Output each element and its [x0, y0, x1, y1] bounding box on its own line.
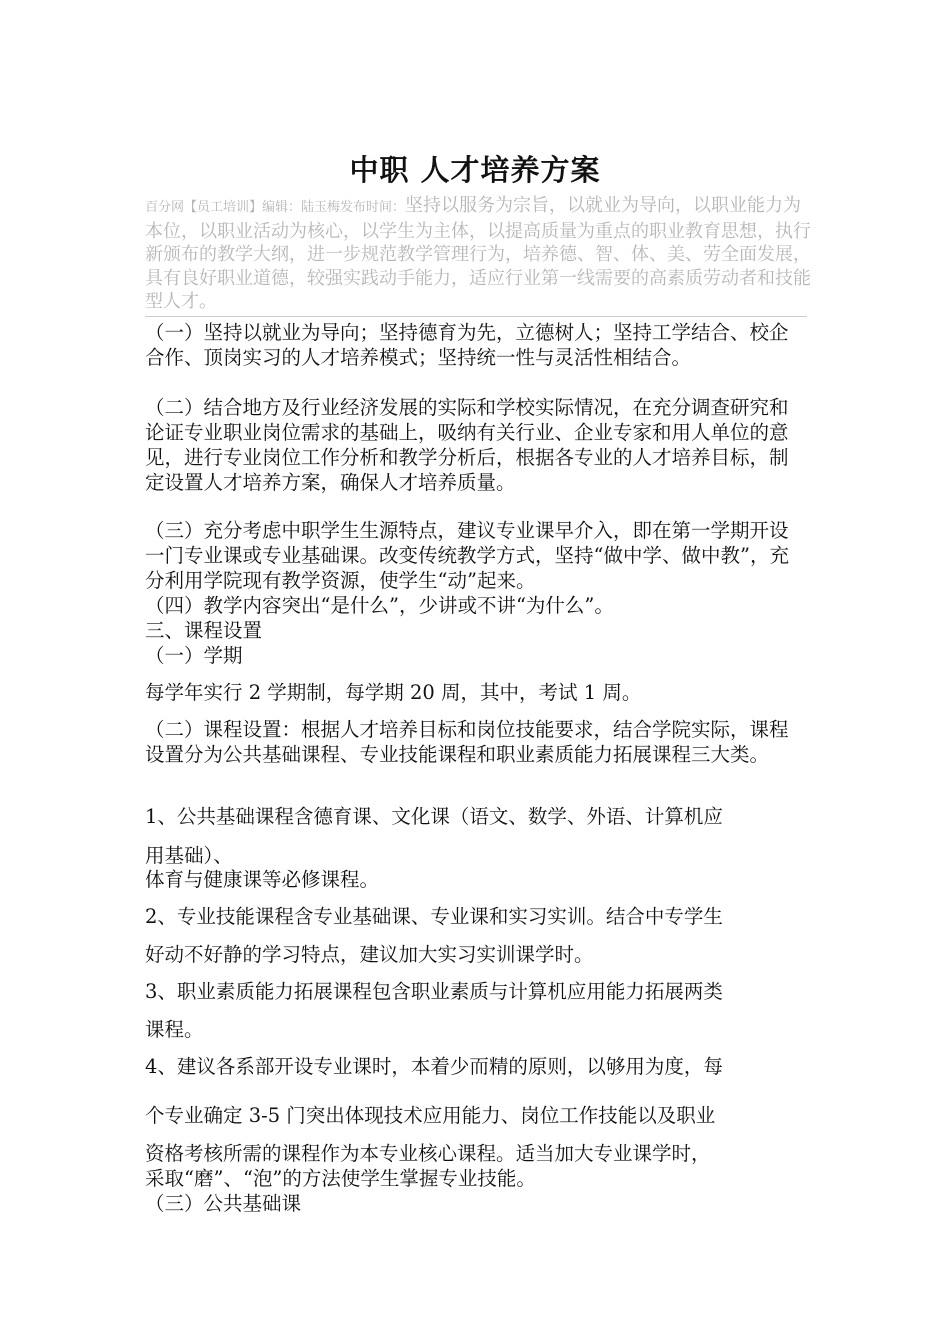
item-4-line-3: 资格考核所需的课程作为本专业核心课程。适当加大专业课学时，: [145, 1142, 711, 1165]
subheading-public-courses: （三）公共基础课: [145, 1192, 302, 1215]
item-1-line-2: 用基础）、: [145, 844, 233, 867]
divider: [145, 316, 807, 317]
meta-prefix: 百分网【员工培训】编辑：陆玉梅发布时间：: [145, 200, 406, 215]
item-4-line-4: 采取“磨”、“泡”的方法使学生掌握专业技能。: [145, 1167, 536, 1190]
subheading-course-setup: （二）课程设置：根据人才培养目标和岗位技能要求，结合学院实际，课程设置分为公共基础课程、专业技能课程和职业素质能力拓展课程三大类。: [145, 718, 789, 766]
item-1-line-3: 体育与健康课等必修课程。: [145, 868, 380, 891]
subheading-semester: （一）学期: [145, 644, 243, 667]
paragraph-1: （一）坚持以就业为导向；坚持德育为先，立德树人；坚持工学结合、校企合作、顶岗实习的人才培养模式；坚持统一性与灵活性相结合。: [145, 321, 789, 369]
paragraph-2: （二）结合地方及行业经济发展的实际和学校实际情况，在充分调查研究和论证专业职业岗位需求的基础上，吸纳有关行业、企业专家和用人单位的意见，进行专业岗位工作分析和教学分析后，根据各专业的人才培养目标，制定设置人才培养方案，确保人才培养质量。: [145, 396, 789, 494]
paragraph-3: （三）充分考虑中职学生生源特点，建议专业课早介入，即在第一学期开设一门专业课或专业基础课。改变传统教学方式，坚持“做中学、做中教”，充分利用学院现有教学资源，使学生“动”起来。: [145, 519, 789, 592]
item-3-line-2: 课程。: [145, 1018, 204, 1041]
item-2-line-2: 好动不好静的学习特点，建议加大实习实训课学时。: [145, 943, 594, 966]
section-heading: 三、课程设置: [145, 619, 263, 642]
item-4-line-1: 4、建议各系部开设专业课时，本着少而精的原则，以够用为度，每: [145, 1055, 723, 1078]
paragraph-4: （四）教学内容突出“是什么”，少讲或不讲“为什么”。: [145, 594, 614, 617]
item-1-line-1: 1、公共基础课程含德育课、文化课（语文、数学、外语、计算机应: [145, 805, 723, 828]
item-3-line-1: 3、职业素质能力拓展课程包含职业素质与计算机应用能力拓展两类: [145, 980, 723, 1003]
item-4-line-2: 个专业确定 3-5 门突出体现技术应用能力、岗位工作技能以及职业: [145, 1104, 716, 1127]
item-2-line-1: 2、专业技能课程含专业基础课、专业课和实习实训。结合中专学生: [145, 905, 723, 928]
semester-text: 每学年实行 2 学期制，每学期 20 周，其中，考试 1 周。: [145, 681, 642, 704]
intro-text: 坚持以服务为宗旨，以就业为导向，以职业能力为本位，以职业活动为核心，以学生为主体，以提高质量为重点的职业教育思想，执行新颁布的教学大纲，进一步规范教学管理行为，培养德、智、体、美、劳全面发展，具有良好职业道德，较强实践动手能力，适应行业第一线需要的高素质劳动者和技能型人才。: [145, 195, 811, 312]
intro-block: [145, 194, 815, 314]
document-title: 中职 人才培养方案: [349, 153, 601, 187]
